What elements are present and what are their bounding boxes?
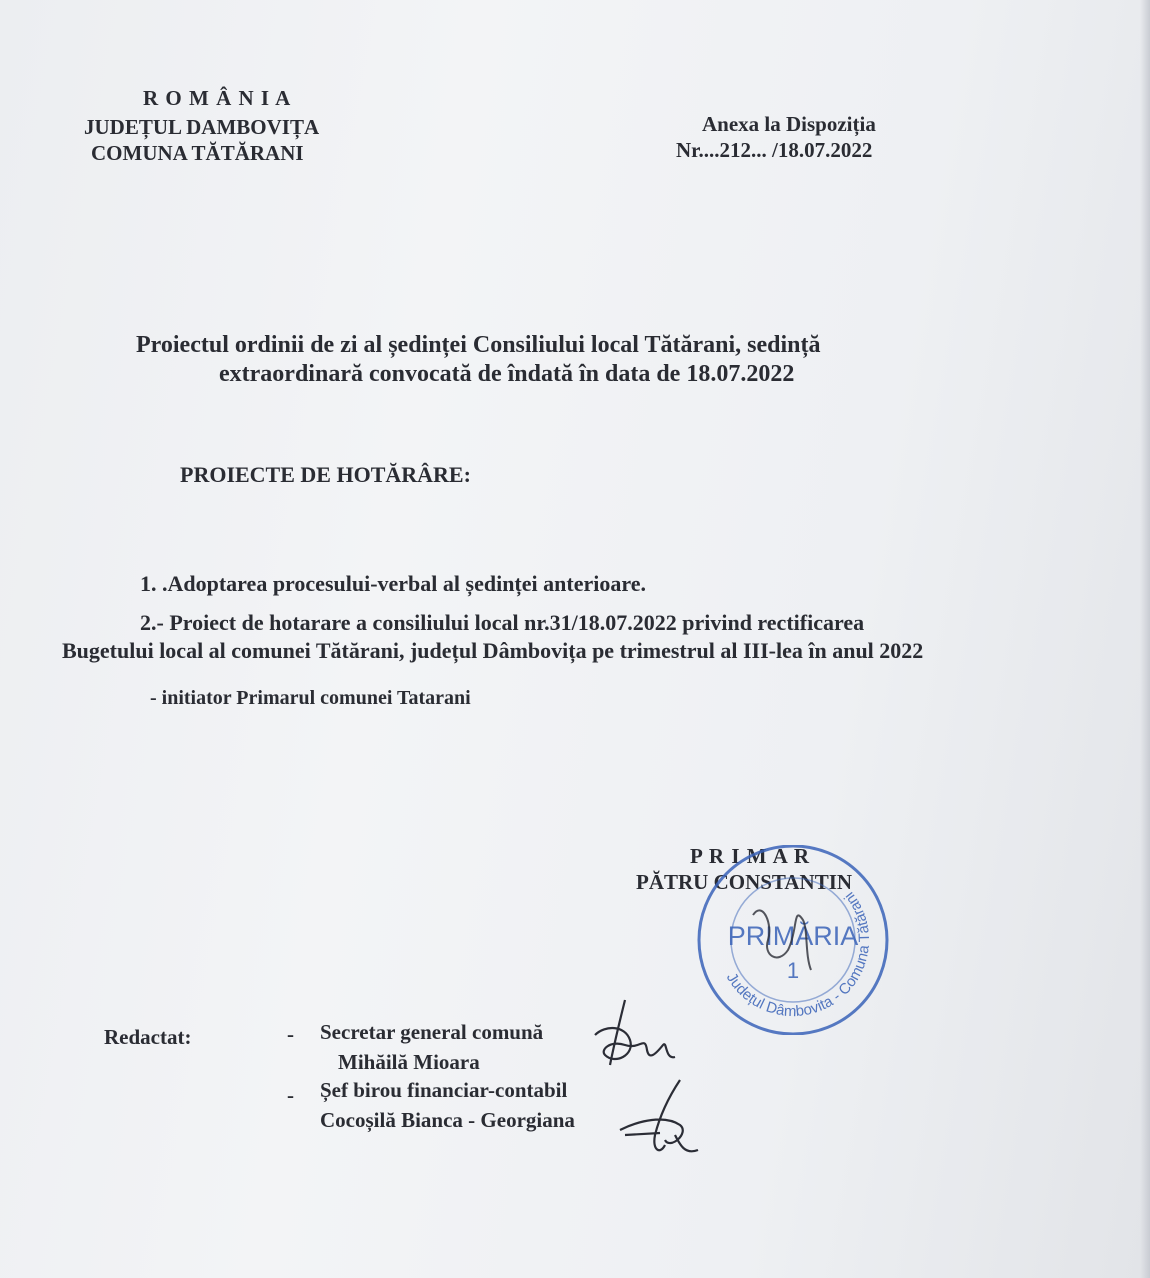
mayor-name: PĂTRU CONSTANTIN	[636, 870, 853, 894]
drafted-role-2: Șef birou financiar-contabil	[320, 1078, 568, 1102]
agenda-item-2-line2: Bugetului local al comunei Tătărani, județul Dâmbovița pe trimestrul al III-lea în anul 2022	[62, 638, 924, 663]
document-title-line1: Proiectul ordinii de zi al ședinței Consiliului local Tătărani, sedință	[136, 332, 821, 358]
agenda-item-2-initiator: - initiator Primarul comunei Tatarani	[150, 687, 471, 709]
agenda-item-2-line1: 2.- Proiect de hotarare a consiliului local nr.31/18.07.2022 privind rectificarea	[140, 610, 865, 635]
annex-number: Nr....212... /18.07.2022	[676, 138, 873, 162]
header-country: R O M Â N I A	[143, 86, 292, 110]
drafted-role-1: Secretar general comună	[320, 1020, 544, 1044]
stamp-center-text: PRIMĂRIA	[727, 921, 859, 951]
page-edge-shadow	[1140, 0, 1150, 1278]
section-heading: PROIECTE DE HOTĂRÂRE:	[180, 462, 471, 487]
stamp-number: 1	[786, 958, 800, 983]
drafted-name-2: Cocoșilă Bianca - Georgiana	[320, 1108, 575, 1132]
annex-label: Anexa la Dispoziția	[702, 112, 876, 136]
mayor-title: P R I M A R	[690, 844, 811, 868]
drafted-name-1: Mihăilă Mioara	[338, 1050, 480, 1074]
drafted-dash-1: -	[287, 1022, 294, 1046]
agenda-item-1: 1. .Adoptarea procesului-verbal al ședinței anterioare.	[140, 571, 646, 596]
svg-text:Județul Dâmbovita - Comuna Tăt	[723, 889, 873, 1021]
stamp-ring-text: Județul Dâmbovita - Comuna Tătărani	[722, 888, 874, 1021]
drafted-label: Redactat:	[104, 1025, 192, 1049]
official-stamp	[693, 845, 893, 1035]
signature-secretary	[585, 995, 685, 1075]
header-commune: COMUNA TĂTĂRANI	[91, 141, 304, 165]
drafted-dash-2: -	[287, 1083, 294, 1107]
document-title-line2: extraordinară convocată de îndată în data de 18.07.2022	[219, 361, 795, 387]
signature-financial-chief	[610, 1075, 710, 1165]
header-county: JUDEȚUL DAMBOVIȚA	[84, 115, 320, 139]
